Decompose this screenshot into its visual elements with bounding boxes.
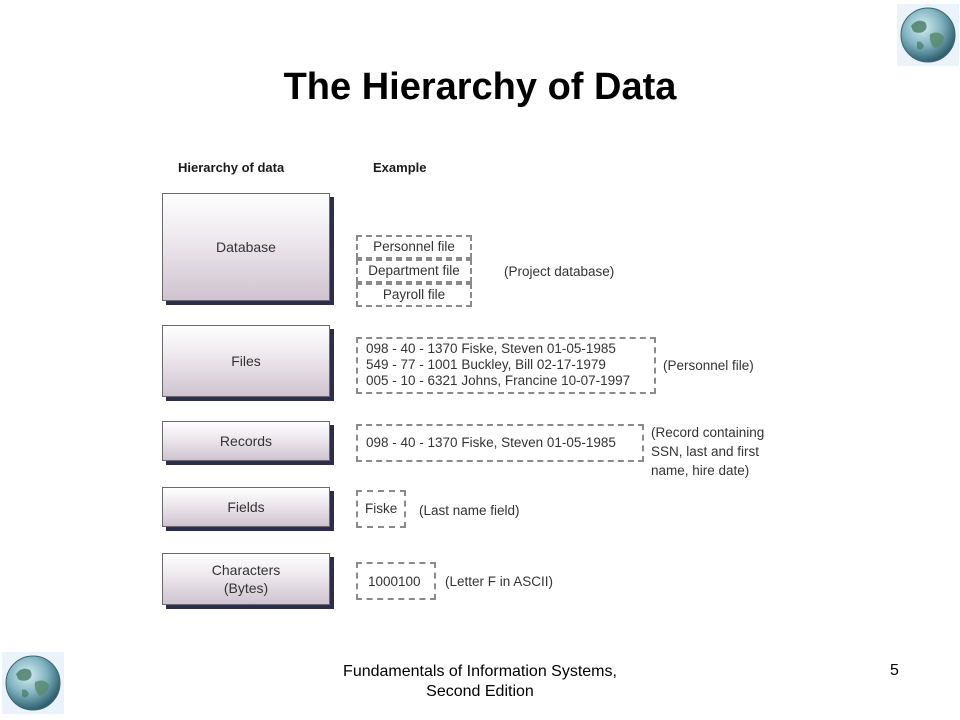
level-box — [162, 553, 330, 605]
example-item — [356, 490, 406, 528]
example-text: Fiske — [365, 501, 398, 516]
level-box — [162, 487, 330, 527]
annotation: (Last name field) — [419, 503, 520, 518]
level-box — [162, 325, 330, 397]
level-fields — [162, 487, 334, 531]
level-database — [162, 193, 334, 305]
annotation — [651, 423, 764, 480]
example-item — [356, 235, 472, 259]
globe-icon — [2, 652, 64, 714]
example-text: 098 - 40 - 1370 Fiske, Steven 01-05-1985 — [366, 341, 616, 356]
example-text: Payroll file — [382, 287, 446, 302]
example-item — [356, 562, 436, 600]
example-text: 005 - 10 - 6321 Johns, Francine 10-07-1997 — [366, 373, 631, 388]
level-label: (Bytes) — [223, 580, 269, 596]
example-item — [356, 424, 644, 462]
example-item — [356, 283, 472, 307]
example-text: Personnel file — [373, 239, 455, 254]
level-label: Characters — [211, 562, 281, 578]
annotation: (Personnel file) — [663, 358, 754, 373]
annotation-line: name, hire date) — [651, 463, 750, 478]
level-box — [162, 193, 330, 301]
example-text: 098 - 40 - 1370 Fiske, Steven 01-05-1985 — [366, 435, 616, 450]
hierarchy-header: Hierarchy of data — [178, 160, 285, 175]
level-box — [162, 421, 330, 461]
slide-footer: Fundamentals of Information Systems, Second Edition — [343, 663, 617, 700]
example-item — [356, 259, 472, 283]
level-label: Database — [216, 239, 276, 255]
level-label: Fields — [227, 499, 265, 515]
example-text: 1000100 — [368, 574, 421, 589]
level-characters — [162, 553, 334, 609]
annotation: (Project database) — [504, 264, 615, 279]
example-item — [356, 337, 656, 394]
slide-title: The Hierarchy of Data — [283, 66, 677, 108]
example-text: Department file — [368, 263, 460, 278]
annotation: (Letter F in ASCII) — [445, 574, 554, 589]
level-label: Records — [219, 433, 273, 449]
example-text: 549 - 77 - 1001 Buckley, Bill 02-17-1979 — [366, 357, 606, 372]
annotation-line: SSN, last and first — [651, 444, 760, 459]
annotation-line: (Record containing — [651, 425, 765, 440]
level-records — [162, 421, 334, 465]
globe-icon — [897, 4, 959, 66]
page-number: 5 — [890, 662, 899, 679]
example-header: Example — [373, 160, 427, 175]
level-files — [162, 325, 334, 401]
level-label: Files — [231, 353, 261, 369]
